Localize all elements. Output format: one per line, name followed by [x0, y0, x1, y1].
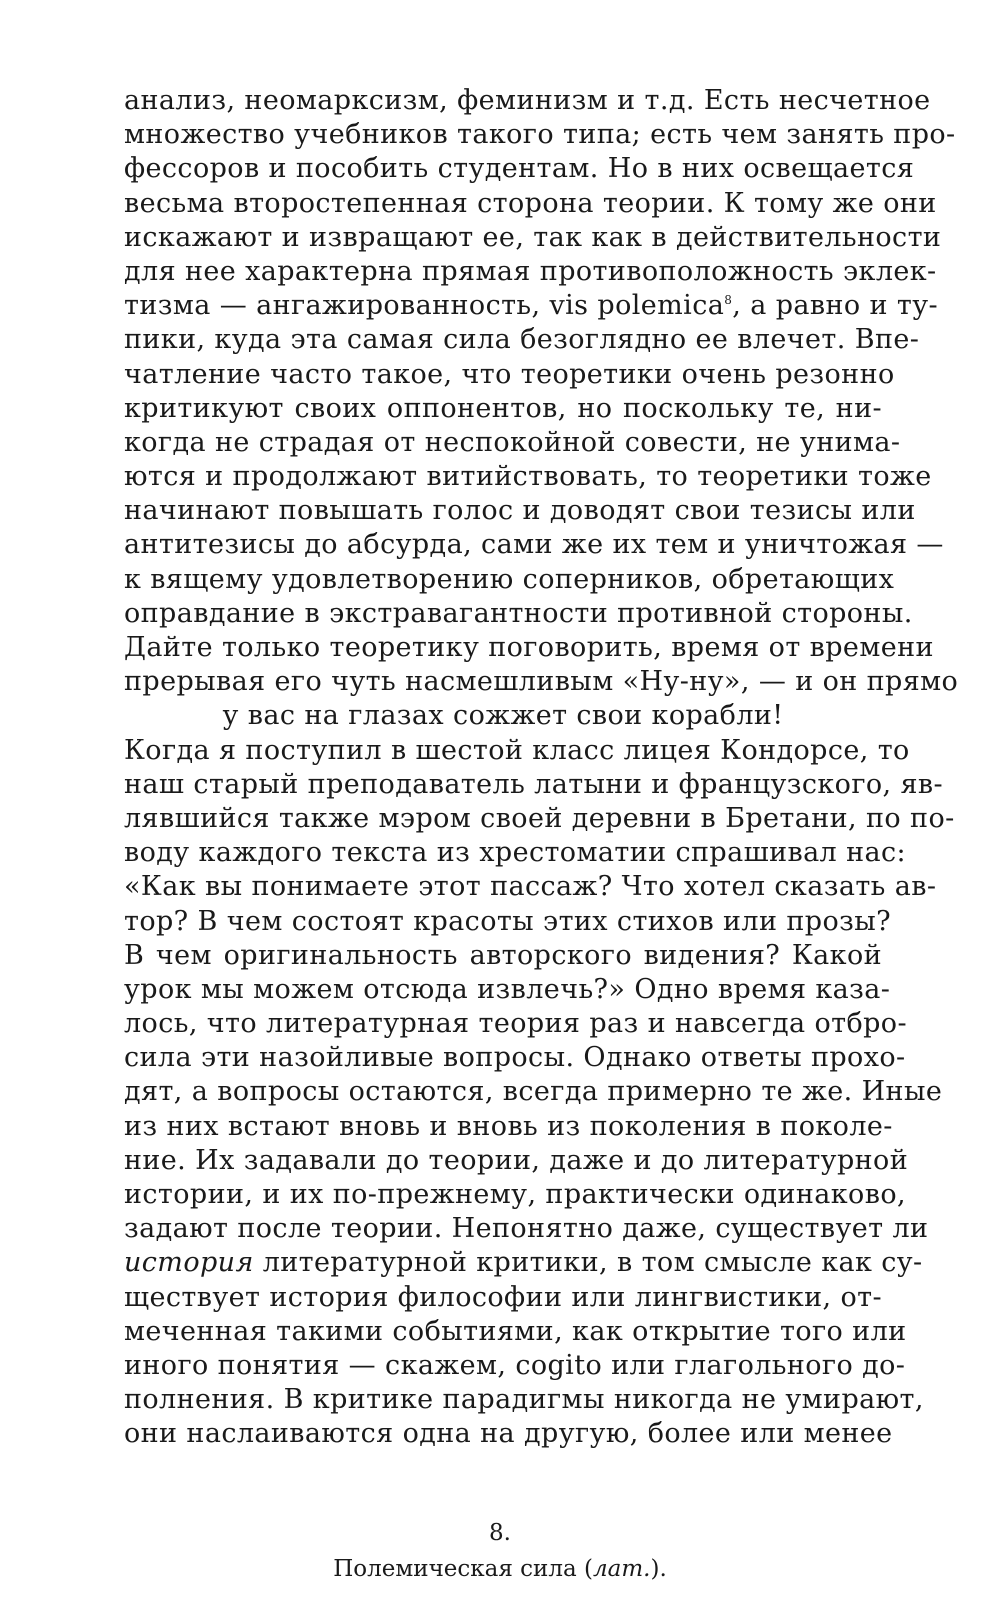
text-line: Когда я поступил в шестой класс лицея Кондорсе, то: [124, 734, 910, 766]
text-line: когда не страдая от неспокойной совести, не унима-: [124, 426, 901, 458]
line-tail: литературной критики, в том смысле как су-: [253, 1247, 923, 1279]
text-line: из них встают вновь и вновь из поколения в поколе-: [124, 1110, 893, 1142]
text-line: чатление часто такое, что теоретики очень резонно: [124, 358, 895, 390]
text-line: иного понятия — скажем, cogito или глагольного до-: [124, 1349, 906, 1381]
text-line: искажают и извращают ее, так как в действительности: [124, 221, 942, 253]
text-line: В чем оригинальность авторского видения? Какой: [124, 939, 882, 971]
text-line: весьма второстепенная сторона теории. К тому же они: [124, 187, 937, 219]
line-tail: , а равно и ту-: [732, 290, 939, 322]
text-line-with-italic: [124, 1246, 923, 1280]
line-head: тизма — ангажированность, vis polemica: [124, 290, 725, 322]
text-line: воду каждого текста из хрестоматии спрашивал нас:: [124, 837, 907, 869]
text-line: урок мы можем отсюда извлечь?» Одно время каза-: [124, 973, 891, 1005]
text-line: множество учебников такого типа; есть чем занять про-: [124, 119, 956, 151]
text-line: прерывая его чуть насмешливым «Ну-ну», — и он прямо: [124, 666, 959, 698]
footnote-text: [0, 1556, 1000, 1582]
text-line: задают после теории. Непонятно даже, существует ли: [124, 1213, 929, 1245]
footnote-text-italic: лат.: [593, 1556, 651, 1582]
text-line: лявшийся также мэром своей деревни в Бретани, по по-: [124, 802, 955, 834]
text-line: тор? В чем состоят красоты этих стихов или прозы?: [124, 905, 891, 937]
text-line: фессоров и пособить студентам. Но в них освещается: [124, 153, 915, 185]
italic-word: история: [124, 1247, 254, 1279]
text-line: для нее характерна прямая противоположность эклек-: [124, 255, 937, 287]
text-line: наш старый преподаватель латыни и французского, яв-: [124, 768, 944, 800]
text-line: антитезисы до абсурда, сами же их тем и уничтожая —: [124, 529, 944, 561]
text-line: анализ, неомарксизм, феминизм и т.д. Есть несчетное: [124, 85, 931, 116]
text-line-centered: у вас на глазах сожжет свои корабли!: [222, 700, 784, 732]
text-line: начинают повышать голос и доводят свои тезисы или: [124, 495, 916, 527]
text-line: меченная такими событиями, как открытие того или: [124, 1315, 907, 1347]
footnote-text-start: Полемическая сила (: [333, 1556, 593, 1582]
body-text: [124, 84, 959, 1452]
text-line: они наслаиваются одна на другую, более или менее: [124, 1418, 893, 1450]
text-line: оправдание в экстравагантности противной стороны.: [124, 597, 913, 629]
text-line: полнения. В критике парадигмы никогда не умирают,: [124, 1384, 924, 1416]
text-line: дят, а вопросы остаются, всегда примерно те же. Иные: [124, 1076, 943, 1108]
text-line: сила эти назойливые вопросы. Однако ответы прохо-: [124, 1042, 906, 1074]
text-line: к вящему удовлетворению соперников, обретающих: [124, 563, 895, 595]
text-line: ние. Их задавали до теории, даже и до литературной: [124, 1144, 909, 1176]
text-line: Дайте только теоретику поговорить, время от времени: [124, 632, 934, 663]
text-line: «Как вы понимаете этот пассаж? Что хотел сказать ав-: [124, 871, 937, 903]
text-line: ществует история философии или лингвистики, от-: [124, 1281, 882, 1313]
text-line: истории, и их по-прежнему, практически одинаково,: [124, 1179, 906, 1210]
text-line: ются и продолжают витийствовать, то теоретики тоже: [124, 461, 932, 493]
footnote-text-end: ).: [650, 1556, 667, 1582]
text-line: лось, что литературная теория раз и навсегда отбро-: [124, 1008, 907, 1040]
text-line: пики, куда эта самая сила безоглядно ее влечет. Впе-: [124, 324, 920, 356]
footnote-reference: 8: [724, 293, 733, 308]
text-line-with-footnote: [124, 289, 939, 323]
text-line: критикуют своих оппонентов, но поскольку те, ни-: [124, 392, 882, 424]
footnote-number: 8.: [489, 1520, 511, 1546]
